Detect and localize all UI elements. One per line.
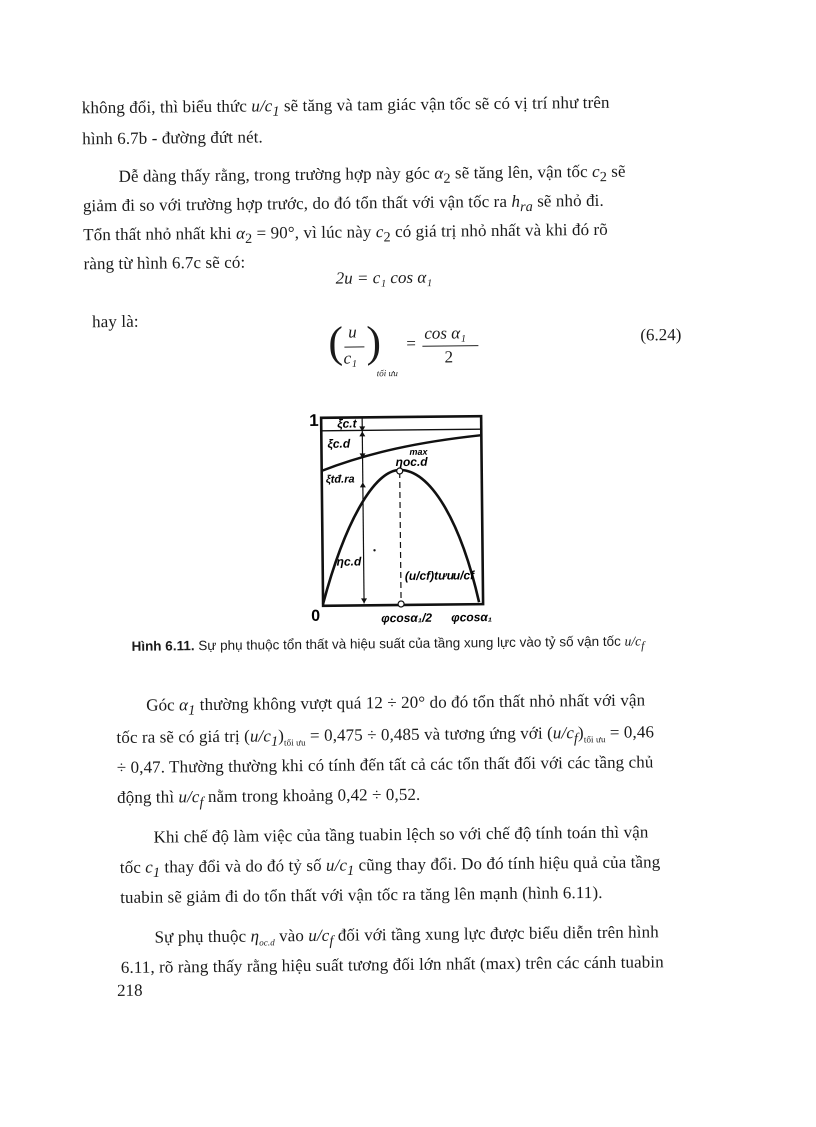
label-xi-ct: ξc.t: [337, 416, 357, 431]
axis-label-0: 0: [311, 607, 321, 625]
eq-equals: =: [406, 333, 417, 353]
math-sub: f: [199, 794, 204, 811]
math-var: u/c: [308, 925, 330, 945]
eq-denominator-left: c₁: [343, 348, 358, 368]
paragraph-3-line-2: tốc ra sẽ có giá trị $(u/c_1)_{tối ưu} = 0,475 \div 0,485$ và tương ứng với $(u/c_f)_{tối ưu} = 0,46$: [116, 722, 655, 750]
axis-label-1: 1: [309, 410, 319, 430]
left-paren: (: [328, 317, 344, 367]
math-var: c: [145, 857, 154, 877]
math-var: η: [250, 926, 260, 946]
label-eta-cd: ηc.d: [336, 554, 362, 569]
math-sub: 2: [443, 170, 451, 187]
text-run: sẽ tăng và tam giác vận tốc sẽ có vị trí như trên: [279, 92, 610, 116]
caption-sub: f: [641, 640, 645, 653]
math-sub: 2: [245, 230, 253, 247]
text-run: vào: [274, 925, 309, 946]
text-run: Tổn thất nhỏ nhất khi: [83, 223, 237, 245]
paragraph-5-line-2: 6.11, rõ ràng thấy rằng hiệu suất tương đối lớn nhất (max) trên các cánh tuabin: [120, 952, 664, 977]
math-var: α: [434, 163, 444, 183]
text-run: động thì: [117, 787, 179, 807]
label-xi-cd: ξc.d: [327, 436, 351, 451]
paragraph-1-line-2: hình 6.7b - đường đứt nét.: [82, 127, 263, 149]
math-sub: 1: [270, 733, 279, 750]
fraction-bar-left: [344, 346, 364, 347]
caption-var: u/c: [624, 633, 642, 649]
text-run: không đổi, thì biểu thức: [81, 96, 252, 118]
text-run: sẽ nhỏ đi.: [532, 190, 604, 211]
text-run: sẽ: [606, 161, 626, 181]
math-var: u/c: [251, 96, 273, 116]
x-tick-full: φcosα₁: [451, 610, 493, 625]
label-eta-max: max: [409, 446, 428, 457]
text-run: = 0,46: [605, 722, 655, 742]
caption-number: Hình 6.11.: [131, 638, 195, 654]
paragraph-4-line-3: tuabin sẽ giảm đi do tổn thất với vận tốc ra tăng lên mạnh (hình 6.11).: [120, 882, 603, 907]
math-var: c: [375, 222, 384, 242]
text-run: giảm đi so với trường hợp trước, do đó tổn thất với vận tốc ra: [82, 191, 512, 216]
label-u-cf-opt: (u/cf)tưu: [404, 568, 455, 583]
math-sub: 2: [599, 169, 608, 186]
math-var: u/c: [249, 726, 272, 746]
math-sub: 1: [272, 103, 280, 120]
text-run: Dễ dàng thấy rằng, trong trường hợp này góc: [118, 163, 435, 186]
math-var: u/c: [552, 723, 575, 743]
eq-subscript-toiuu: tối ưu: [376, 368, 398, 379]
text-run: tốc ra sẽ có giá trị (: [116, 726, 250, 747]
paragraph-3-line-3: ÷ 0,47. Thường thường khi có tính đến tất cả các tổn thất đối với các tầng chủ: [116, 752, 654, 777]
page-number: 218: [117, 980, 143, 1000]
caption-text: Sự phụ thuộc tổn thất và hiệu suất của tầng xung lực vào tỷ số vận tốc: [194, 633, 625, 654]
paragraph-2-line-4: ràng từ hình 6.7c sẽ có:: [83, 252, 246, 274]
paragraph-3-line-4: [117, 782, 421, 817]
text-run: Sự phụ thuộc: [154, 926, 251, 947]
equation-2u: 2u = c₁ cos α₁: [335, 267, 433, 288]
x-tick-half: φcosα₁/2: [381, 610, 433, 626]
arrow-head-5: [361, 598, 367, 603]
label-xi-tdra: ξtđ.ra: [325, 473, 355, 486]
text-run: sẽ tăng lên, vận tốc: [450, 161, 593, 183]
paragraph-2-line-3: [83, 217, 608, 254]
eq-numerator-right: cos α₁: [424, 323, 467, 343]
math-var: c: [591, 161, 600, 181]
figure-caption: [131, 633, 731, 658]
math-var: h: [511, 191, 521, 211]
text-run: = 0,475 ÷ 0,485 và tương ứng với (: [305, 723, 553, 746]
text-run: có giá trị nhỏ nhất và khi đó rõ: [390, 219, 608, 242]
math-sub: 1: [152, 864, 161, 881]
math-sub: 1: [188, 702, 196, 719]
text-run: Góc: [146, 695, 180, 715]
x-tick-point: [398, 601, 404, 607]
arrow-head-4: [360, 482, 366, 487]
max-dashed-line: [400, 472, 401, 603]
math-sub: ra: [519, 198, 533, 216]
math-sub: f: [329, 933, 334, 950]
text-run: cũng thay đổi. Do đó tính hiệu quả của tầng: [354, 852, 661, 875]
equation-6-24: [328, 317, 499, 389]
math-var: α: [235, 223, 246, 243]
math-sub: oc.d: [259, 937, 275, 948]
paragraph-1-line-1: [82, 90, 610, 127]
center-dot: [373, 549, 375, 551]
eq-denominator-right: 2: [444, 347, 454, 367]
text-run: thường không vượt quá 12 ÷ 20° do đó tổn thất nhỏ nhất với vận: [195, 690, 646, 715]
math-sub: tối ưu: [283, 737, 306, 748]
paragraph-4-line-1: Khi chế độ làm việc của tầng tuabin lệch so với chế độ tính toán thì vận: [153, 822, 649, 847]
text-run: nằm trong khoảng 0,42 ÷ 0,52.: [203, 784, 421, 807]
math-var: α: [179, 695, 189, 715]
paragraph-3-line-1: [146, 687, 645, 724]
text-run: tốc: [119, 857, 146, 877]
arrow-head-2: [359, 431, 365, 436]
equation-number: (6.24): [640, 325, 682, 345]
math-sub: 2: [383, 229, 391, 246]
figure-6-11: [299, 399, 522, 641]
math-var: u/c: [325, 855, 348, 875]
text-run: đối với tầng xung lực được biểu diễn trên hình: [333, 922, 659, 945]
hay-la-text: hay là:: [92, 311, 139, 332]
text-run: = 90°, vì lúc này: [252, 222, 376, 243]
math-sub: tối ưu: [583, 734, 606, 745]
label-eta-ocd: ηoc.d: [395, 454, 428, 470]
math-sub: 1: [347, 862, 355, 879]
right-paren: ): [366, 317, 382, 367]
math-var: u/c: [178, 787, 200, 807]
math-sub: f: [573, 730, 579, 747]
text-run: thay đổi và do đó tỷ số: [159, 855, 327, 877]
label-u-cf: u/cf: [452, 568, 475, 583]
eq-numerator-left: u: [348, 322, 357, 342]
